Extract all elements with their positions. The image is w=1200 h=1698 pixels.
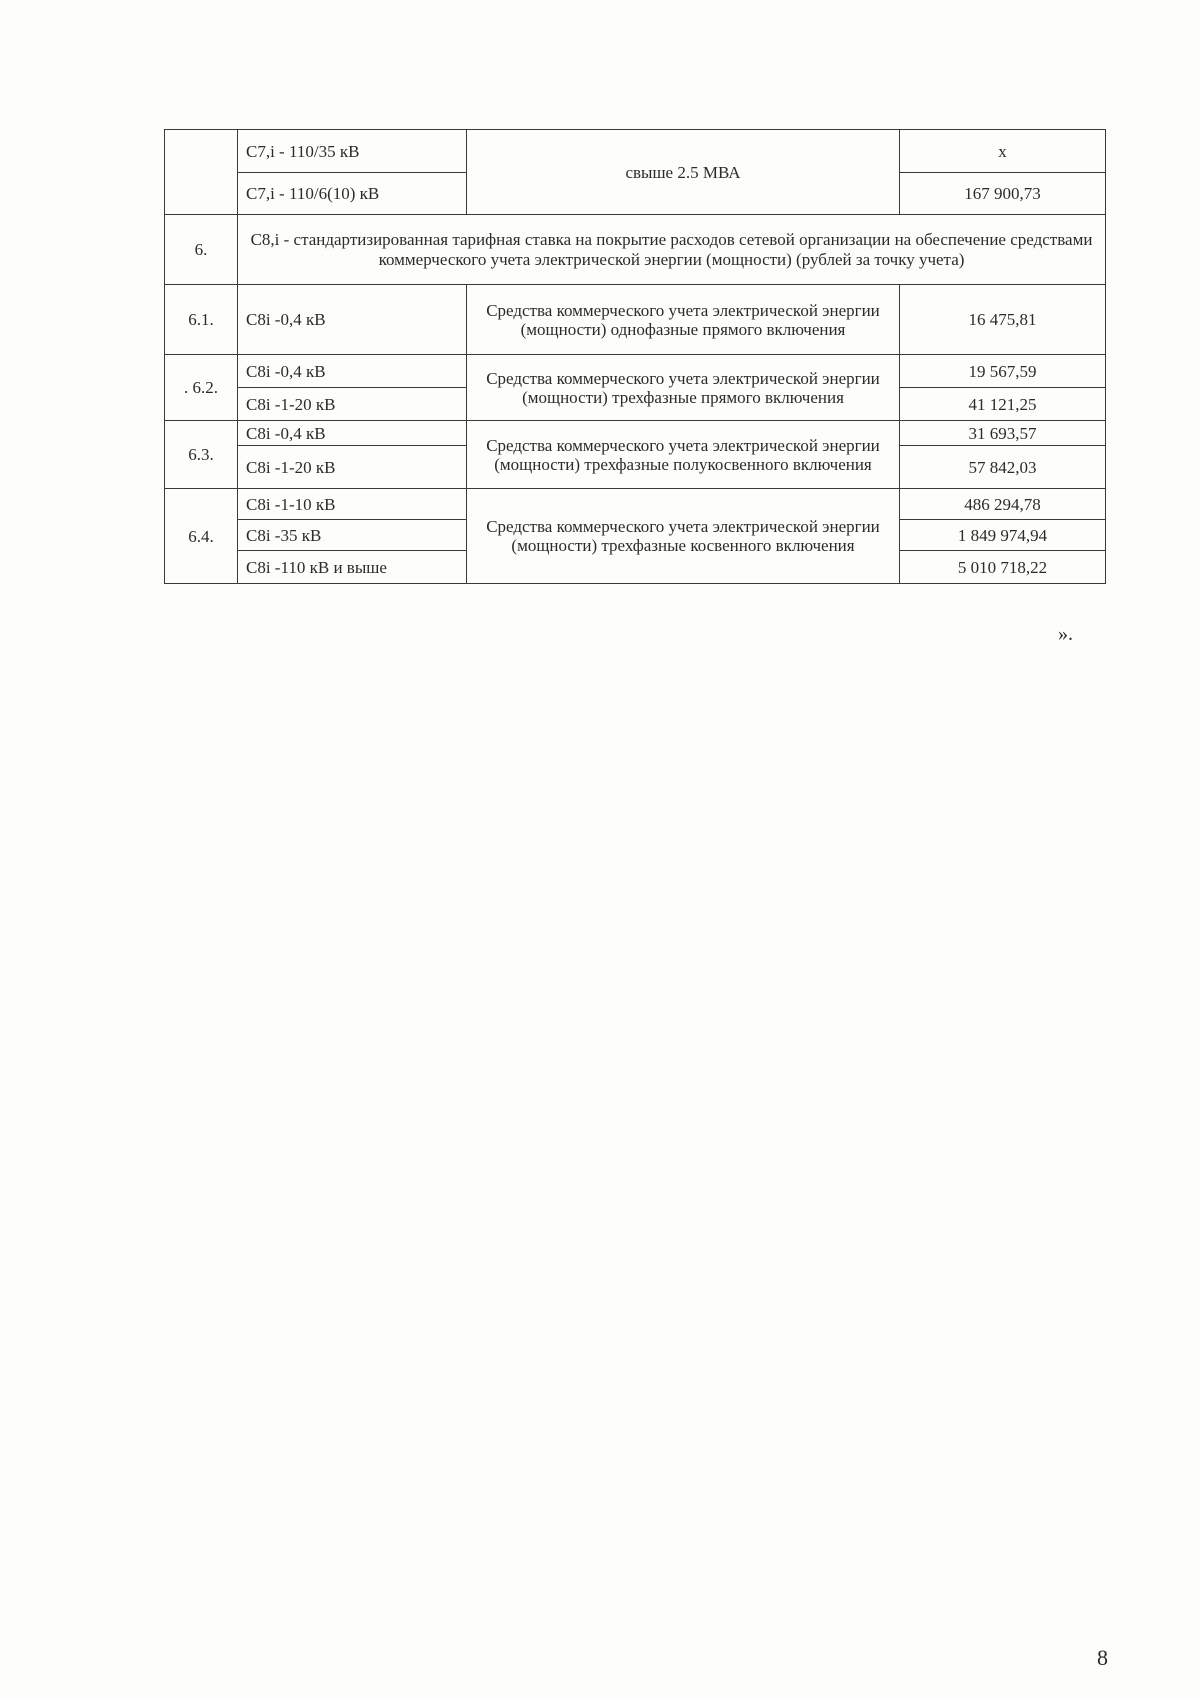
description-cell: Средства коммерческого учета электрической энергии (мощности) трехфазные полукосвенного включения bbox=[467, 421, 900, 489]
table-row bbox=[165, 421, 1106, 446]
value-cell: 486 294,78 bbox=[900, 489, 1106, 520]
description-cell: Средства коммерческого учета электрической энергии (мощности) трехфазные косвенного включения bbox=[467, 489, 900, 584]
description-cell: Средства коммерческого учета электрической энергии (мощности) однофазные прямого включения bbox=[467, 285, 900, 355]
page-number: 8 bbox=[1097, 1645, 1108, 1670]
row-number-cell bbox=[165, 130, 238, 215]
value-cell: 57 842,03 bbox=[900, 446, 1106, 489]
value-cell: 1 849 974,94 bbox=[900, 520, 1106, 551]
value-cell: 167 900,73 bbox=[900, 173, 1106, 215]
row-number-cell: 6.1. bbox=[165, 285, 238, 355]
value-cell: 16 475,81 bbox=[900, 285, 1106, 355]
code-cell: C8i -1-20 кВ bbox=[238, 446, 467, 489]
code-cell: C8i -35 кВ bbox=[238, 520, 467, 551]
code-cell: C8i -0,4 кВ bbox=[238, 421, 467, 446]
code-cell: C8i -1-20 кВ bbox=[238, 388, 467, 421]
row-number-cell: 6.3. bbox=[165, 421, 238, 489]
section-header-row bbox=[165, 215, 1106, 285]
value-cell: 5 010 718,22 bbox=[900, 551, 1106, 584]
row-number-cell: 6.4. bbox=[165, 489, 238, 584]
section-title-cell: C8,i - стандартизированная тарифная ставка на покрытие расходов сетевой организации на обеспечение средствами коммерческого учета электрической энергии (мощности) (рублей за точку учета) bbox=[238, 215, 1106, 285]
code-cell: C8i -1-10 кВ bbox=[238, 489, 467, 520]
closing-quote-mark: ». bbox=[1058, 623, 1073, 645]
code-cell: C7,i - 110/6(10) кВ bbox=[238, 173, 467, 215]
tariff-table bbox=[164, 129, 1106, 584]
value-cell: х bbox=[900, 130, 1106, 173]
value-cell: 19 567,59 bbox=[900, 355, 1106, 388]
table-row bbox=[165, 130, 1106, 173]
code-cell: C8i -0,4 кВ bbox=[238, 355, 467, 388]
table-row bbox=[165, 285, 1106, 355]
code-cell: C8i -110 кВ и выше bbox=[238, 551, 467, 584]
table-row bbox=[165, 489, 1106, 520]
row-number-cell: . 6.2. bbox=[165, 355, 238, 421]
code-cell: C8i -0,4 кВ bbox=[238, 285, 467, 355]
code-cell: C7,i - 110/35 кВ bbox=[238, 130, 467, 173]
value-cell: 41 121,25 bbox=[900, 388, 1106, 421]
table-row bbox=[165, 355, 1106, 388]
description-cell: свыше 2.5 МВА bbox=[467, 130, 900, 215]
value-cell: 31 693,57 bbox=[900, 421, 1106, 446]
row-number-cell: 6. bbox=[165, 215, 238, 285]
description-cell: Средства коммерческого учета электрической энергии (мощности) трехфазные прямого включения bbox=[467, 355, 900, 421]
